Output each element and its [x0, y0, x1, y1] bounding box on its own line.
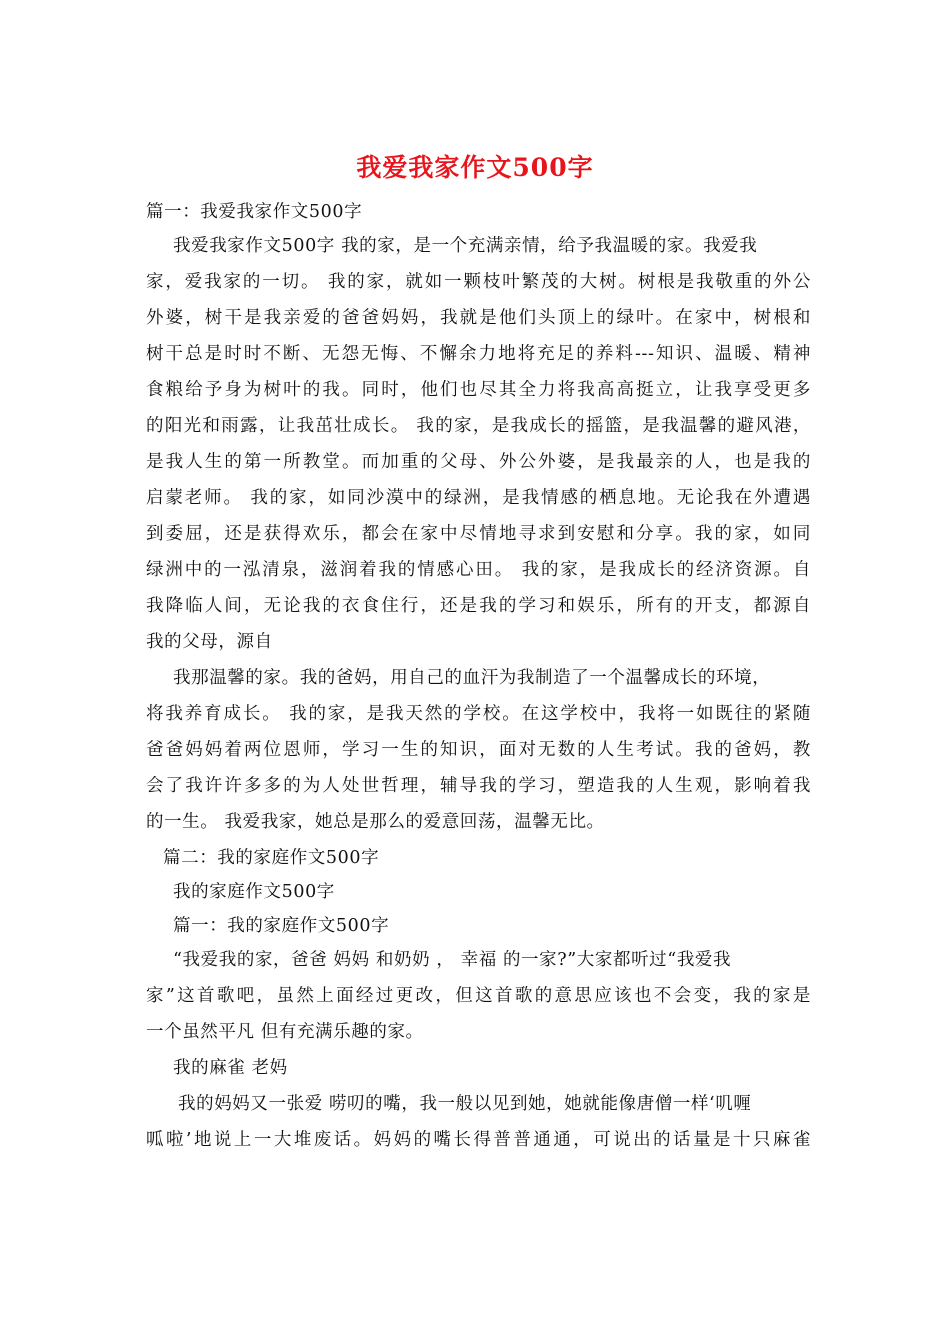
- paragraph-line: 我降临人间，无论我的衣食住行，还是我的学习和娱乐，所有的开支，都源自: [146, 596, 811, 616]
- paragraph-line: 我爱我家作文500字 我的家，是一个充满亲情，给予我温暖的家。我爱我: [173, 236, 758, 256]
- paragraph-line: 呱啦’地说上一大堆废话。妈妈的嘴长得普普通通，可说出的话量是十只麻雀: [146, 1130, 811, 1150]
- paragraph-line: 食粮给予身为树叶的我。同时，他们也尽其全力将我高高挺立，让我享受更多: [146, 380, 811, 400]
- paragraph-line: 启蒙老师。 我的家，如同沙漠中的绿洲，是我情感的栖息地。无论我在外遭遇: [146, 488, 811, 508]
- paragraph-line: 我的妈妈又一张爱 唠叨的嘴，我一般以见到她，她就能像唐僧一样‘叽喱: [178, 1094, 752, 1114]
- paragraph-line: 会了我许许多多的为人处世哲理，辅导我的学习，塑造我的人生观，影响着我: [146, 776, 811, 796]
- paragraph-line: 我那温馨的家。我的爸妈，用自己的血汗为我制造了一个温馨成长的环境，: [173, 668, 771, 688]
- paragraph-line: 到委屈，还是获得欢乐，都会在家中尽情地寻求到安慰和分享。我的家，如同: [146, 524, 811, 544]
- paragraph-line: 爸爸妈妈着两位恩师，学习一生的知识，面对无数的人生考试。我的爸妈，教: [146, 740, 811, 760]
- subheading: 篇一：我的家庭作文500字: [173, 916, 390, 936]
- subheading: 我的家庭作文500字: [173, 882, 335, 902]
- paragraph-line: “我爱我的家，爸爸 妈妈 和奶奶 ， 幸福 的一家?”大家都听过“我爱我: [173, 950, 732, 970]
- paragraph-line: 是我人生的第一所教堂。而加重的父母、外公外婆，是我最亲的人，也是我的: [146, 452, 811, 472]
- paragraph-line: 树干总是时时不断、无怨无悔、不懈余力地将充足的养料---知识、温暖、精神: [146, 344, 811, 364]
- subheading: 我的麻雀 老妈: [173, 1058, 288, 1078]
- section-heading: 篇二：我的家庭作文500字: [163, 848, 380, 868]
- section-heading: 篇一：我爱我家作文500字: [146, 202, 363, 222]
- document-title: 我爱我家作文500字: [356, 153, 594, 182]
- paragraph-line: 家，爱我家的一切。 我的家，就如一颗枝叶繁茂的大树。树根是我敬重的外公: [146, 272, 811, 292]
- paragraph-line: 家”这首歌吧，虽然上面经过更改，但这首歌的意思应该也不会变，我的家是: [146, 986, 811, 1006]
- paragraph-line: 一个虽然平凡 但有充满乐趣的家。: [146, 1022, 424, 1042]
- paragraph-line: 外婆，树干是我亲爱的爸爸妈妈，我就是他们头顶上的绿叶。在家中，树根和: [146, 308, 811, 328]
- paragraph-line: 我的父母，源自: [146, 632, 273, 652]
- paragraph-line: 将我养育成长。 我的家，是我天然的学校。在这学校中，我将一如既往的紧随: [146, 704, 811, 724]
- paragraph-line: 绿洲中的一泓清泉，滋润着我的情感心田。 我的家，是我成长的经济资源。自: [146, 560, 811, 580]
- paragraph-line: 的一生。 我爱我家，她总是那么的爱意回荡，温馨无比。: [146, 812, 605, 832]
- paragraph-line: 的阳光和雨露，让我茁壮成长。 我的家，是我成长的摇篮，是我温馨的避风港，: [146, 416, 811, 436]
